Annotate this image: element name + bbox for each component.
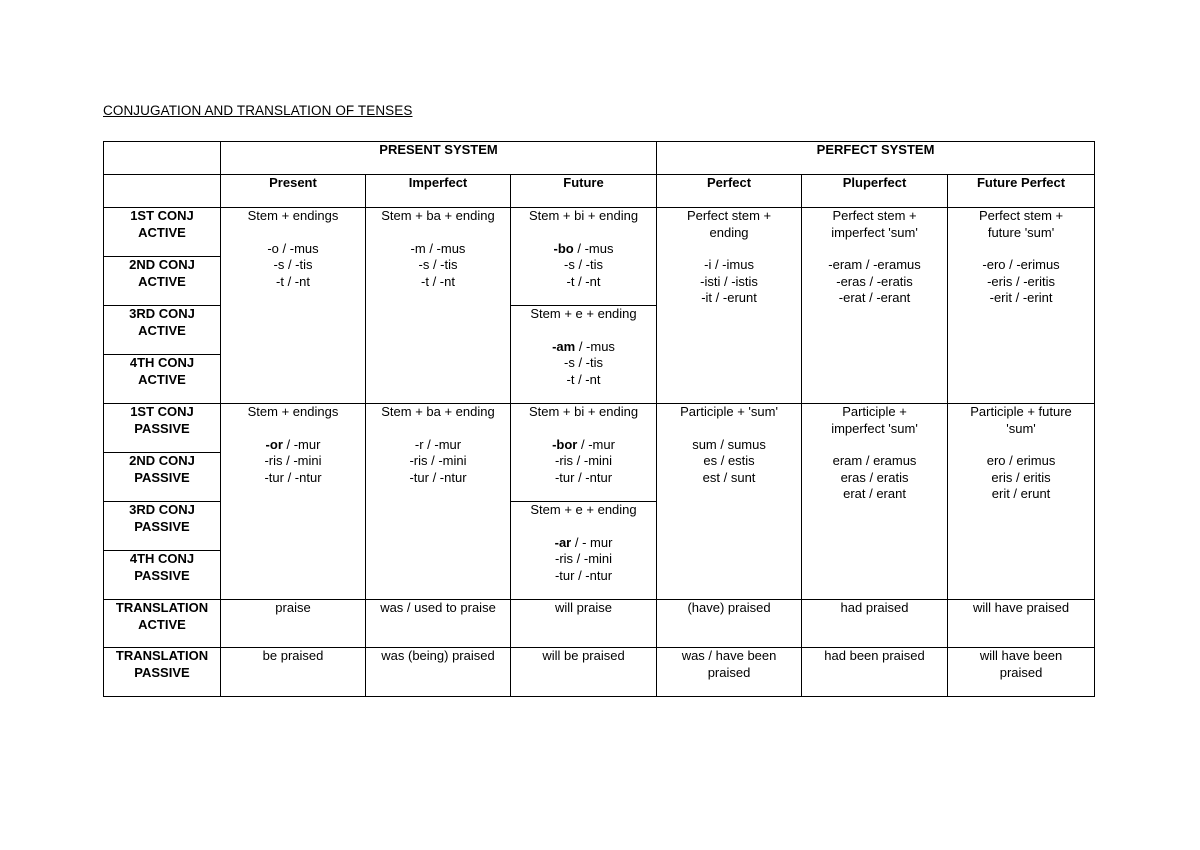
- conjugation-table: [103, 141, 1095, 697]
- translation-passive-future-perfect: will have been praised: [948, 648, 1095, 697]
- row-label-3rd-conj-active: 3RD CONJ ACTIVE: [104, 306, 221, 355]
- row-label-3rd-conj-passive: 3RD CONJ PASSIVE: [104, 502, 221, 551]
- perfect-system-header: PERFECT SYSTEM: [657, 142, 1095, 175]
- passive-future-perfect-cell: Participle + future 'sum' ero / erimus eris / eritis erit / erunt: [948, 404, 1095, 600]
- translation-passive-future: will be praised: [511, 648, 657, 697]
- row-label-2nd-conj-active: 2ND CONJ ACTIVE: [104, 257, 221, 306]
- passive-imperfect-cell: Stem + ba + ending -r / -mur -ris / -mini -tur / -ntur: [366, 404, 511, 600]
- row-label-1st-conj-passive: 1ST CONJ PASSIVE: [104, 404, 221, 453]
- translation-active-row: [104, 600, 1095, 648]
- translation-active-pluperfect: had praised: [802, 600, 948, 648]
- translation-passive-pluperfect: had been praised: [802, 648, 948, 697]
- corner-cell: [104, 142, 221, 175]
- tense-header-imperfect: Imperfect: [366, 175, 511, 208]
- translation-active-perfect: (have) praised: [657, 600, 802, 648]
- tense-header-future: Future: [511, 175, 657, 208]
- translation-passive-row: [104, 648, 1095, 697]
- active-future-34-cell: Stem + e + ending -am / -mus -s / -tis -t / -nt: [511, 306, 657, 404]
- tense-header-pluperfect: Pluperfect: [802, 175, 948, 208]
- page-title: CONJUGATION AND TRANSLATION OF TENSES: [103, 103, 413, 118]
- row-label-2nd-conj-passive: 2ND CONJ PASSIVE: [104, 453, 221, 502]
- row-label-1st-conj-active: 1ST CONJ ACTIVE: [104, 208, 221, 257]
- corner-cell: [104, 175, 221, 208]
- active-imperfect-cell: Stem + ba + ending -m / -mus -s / -tis -t / -nt: [366, 208, 511, 404]
- present-system-header: PRESENT SYSTEM: [221, 142, 657, 175]
- translation-passive-present: be praised: [221, 648, 366, 697]
- passive-perfect-cell: Participle + 'sum' sum / sumus es / estis est / sunt: [657, 404, 802, 600]
- active-pluperfect-cell: Perfect stem + imperfect 'sum' -eram / -eramus -eras / -eratis -erat / -erant: [802, 208, 948, 404]
- active-perfect-cell: Perfect stem + ending -i / -imus -isti / -istis -it / -erunt: [657, 208, 802, 404]
- row-label-4th-conj-passive: 4TH CONJ PASSIVE: [104, 551, 221, 600]
- tense-header-perfect: Perfect: [657, 175, 802, 208]
- table-row: [104, 404, 1095, 453]
- translation-active-imperfect: was / used to praise: [366, 600, 511, 648]
- system-header-row: [104, 142, 1095, 175]
- active-present-cell: Stem + endings -o / -mus -s / -tis -t / -nt: [221, 208, 366, 404]
- translation-active-present: praise: [221, 600, 366, 648]
- active-future-perfect-cell: Perfect stem + future 'sum' -ero / -erimus -eris / -eritis -erit / -erint: [948, 208, 1095, 404]
- passive-future-34-cell: Stem + e + ending -ar / - mur -ris / -mini -tur / -ntur: [511, 502, 657, 600]
- row-label-translation-passive: TRANSLATION PASSIVE: [104, 648, 221, 697]
- translation-passive-imperfect: was (being) praised: [366, 648, 511, 697]
- translation-passive-perfect: was / have been praised: [657, 648, 802, 697]
- tense-header-row: [104, 175, 1095, 208]
- passive-present-cell: Stem + endings -or / -mur -ris / -mini -tur / -ntur: [221, 404, 366, 600]
- row-label-translation-active: TRANSLATION ACTIVE: [104, 600, 221, 648]
- tense-header-present: Present: [221, 175, 366, 208]
- translation-active-future: will praise: [511, 600, 657, 648]
- translation-active-future-perfect: will have praised: [948, 600, 1095, 648]
- passive-pluperfect-cell: Participle + imperfect 'sum' eram / eramus eras / eratis erat / erant: [802, 404, 948, 600]
- passive-future-12-cell: Stem + bi + ending -bor / -mur -ris / -mini -tur / -ntur: [511, 404, 657, 502]
- table-row: [104, 208, 1095, 257]
- active-future-12-cell: Stem + bi + ending -bo / -mus -s / -tis -t / -nt: [511, 208, 657, 306]
- tense-header-future-perfect: Future Perfect: [948, 175, 1095, 208]
- row-label-4th-conj-active: 4TH CONJ ACTIVE: [104, 355, 221, 404]
